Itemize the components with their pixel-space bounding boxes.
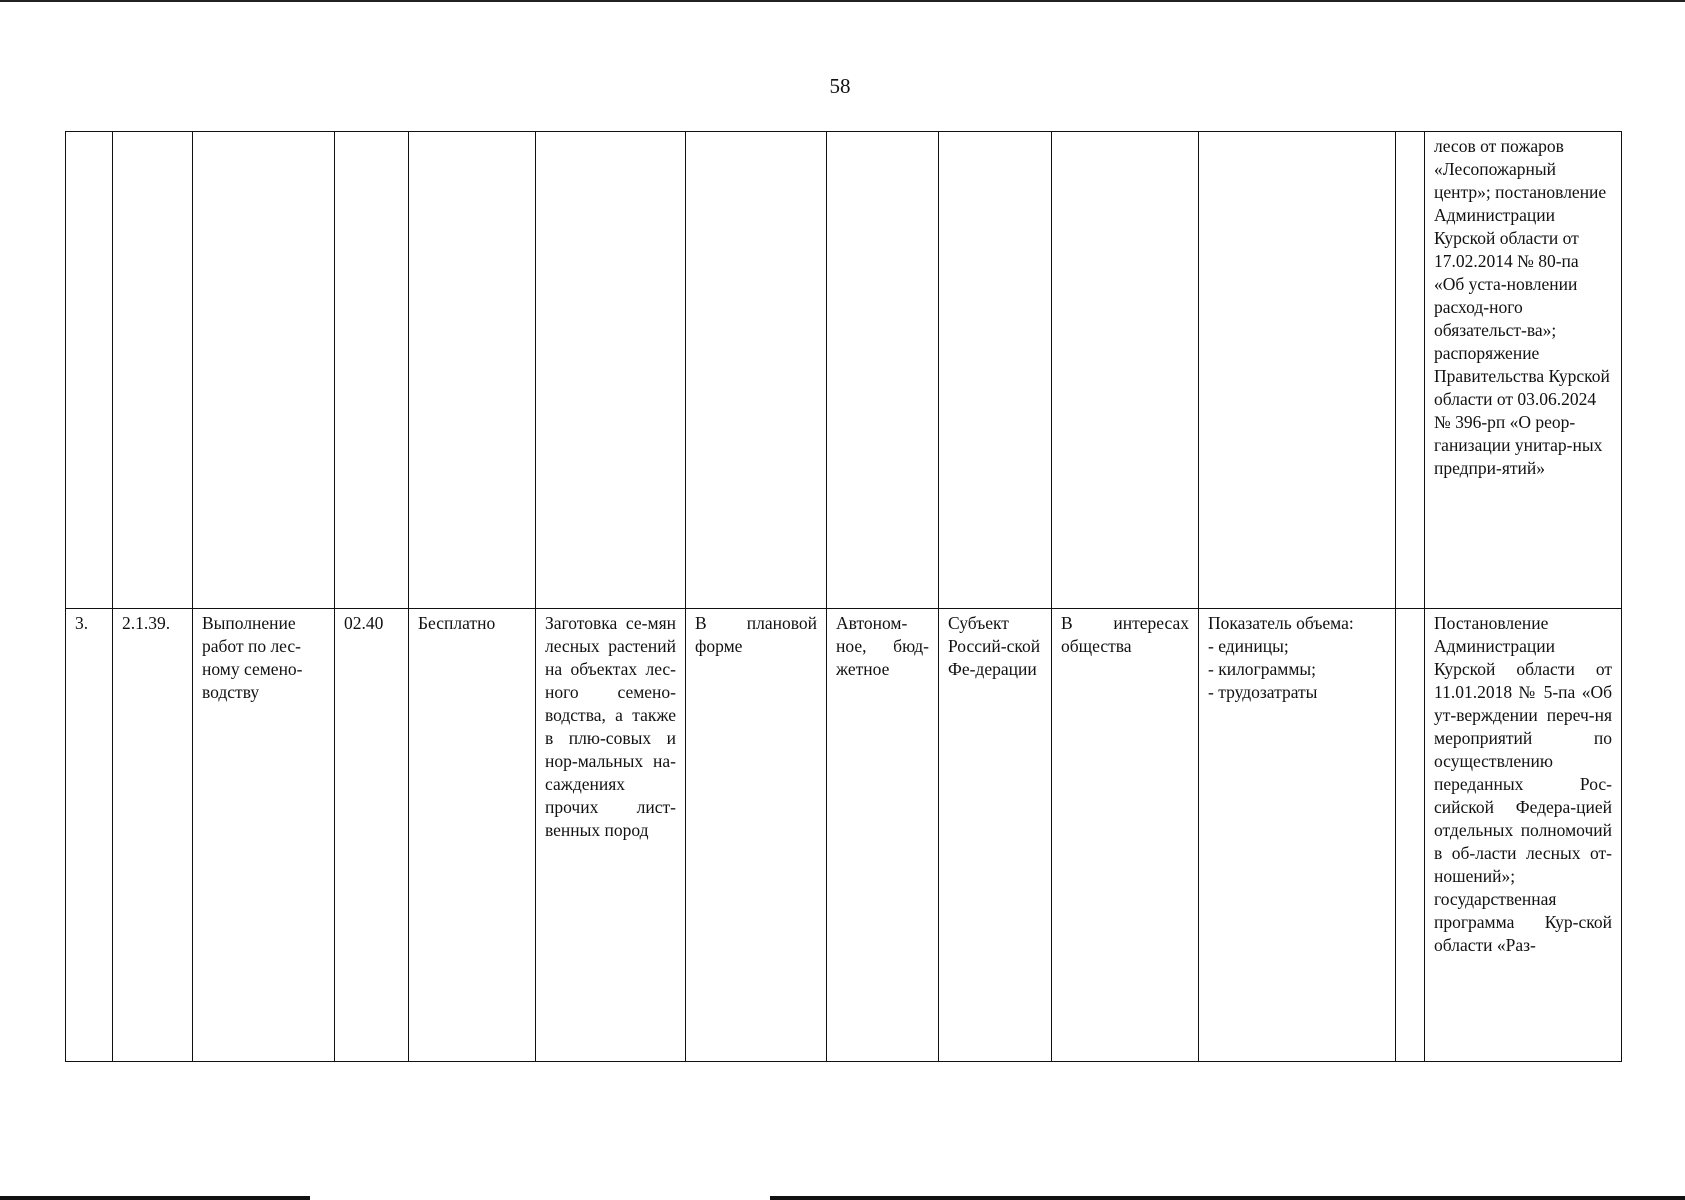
cell-number: 3.	[66, 609, 113, 1062]
scan-edge-bottom-left	[0, 1196, 310, 1200]
cell-empty	[686, 132, 827, 609]
services-table	[65, 131, 1622, 1062]
cell-empty	[66, 132, 113, 609]
cell-empty	[1396, 132, 1425, 609]
cell-form: В плановой форме	[686, 609, 827, 1062]
cell-service-content: Заготовка се-мян лесных растений на объектах лес-ного семено-водства, а также в плю-совых и нор-мальных на-саждениях прочих лист-венных пород	[536, 609, 686, 1062]
cell-extra	[1396, 609, 1425, 1062]
cell-authority: Субъект Россий-ской Фе-дерации	[939, 609, 1052, 1062]
cell-empty	[536, 132, 686, 609]
cell-code: 2.1.39.	[113, 609, 193, 1062]
table-row-service	[66, 609, 1622, 1062]
indicator-units	[1208, 635, 1386, 704]
indicator-unit: - трудозатраты	[1208, 682, 1318, 702]
cell-empty	[1052, 132, 1199, 609]
cell-empty	[113, 132, 193, 609]
cell-indicators	[1199, 609, 1396, 1062]
cell-okved: 02.40	[335, 609, 409, 1062]
page-number: 58	[829, 74, 851, 98]
cell-payment: Бесплатно	[409, 609, 536, 1062]
cell-institution-type: Автоном-ное, бюд-жетное	[827, 609, 939, 1062]
cell-service-name: Выполнение работ по лес-ному семено-водству	[193, 609, 335, 1062]
cell-legal-basis: Постановление Администрации Курской области от 11.01.2018 № 5-па «Об ут-верждении переч-ня мероприятий по осуществлению переданных Рос-сийской Федера-цией отдельных полномочий в об-ласти лесных от-ношений»; государственная программа Кур-ской области «Раз-	[1425, 609, 1622, 1062]
cell-empty	[939, 132, 1052, 609]
cell-empty	[335, 132, 409, 609]
table-row-continuation	[66, 132, 1622, 609]
cell-interests: В интересах общества	[1052, 609, 1199, 1062]
indicator-unit: - килограммы;	[1208, 659, 1317, 679]
cell-empty	[193, 132, 335, 609]
scan-edge-bottom-right	[770, 1196, 1685, 1200]
indicator-title: Показатель объема:	[1208, 613, 1354, 633]
indicator-unit: - единицы;	[1208, 636, 1289, 656]
cell-empty	[827, 132, 939, 609]
cell-legal-basis: лесов от пожаров «Лесопожарный центр»; постановление Администрации Курской области от 17.02.2014 № 80-па «Об уста-новлении расход-ного обязательст-ва»; распоряжение Правительства Курской области от 03.06.2024 № 396-рп «О реор-ганизации унитар-ных предпри-ятий»	[1425, 132, 1622, 609]
cell-empty	[409, 132, 536, 609]
cell-empty	[1199, 132, 1396, 609]
scan-edge-top	[0, 0, 1685, 2]
